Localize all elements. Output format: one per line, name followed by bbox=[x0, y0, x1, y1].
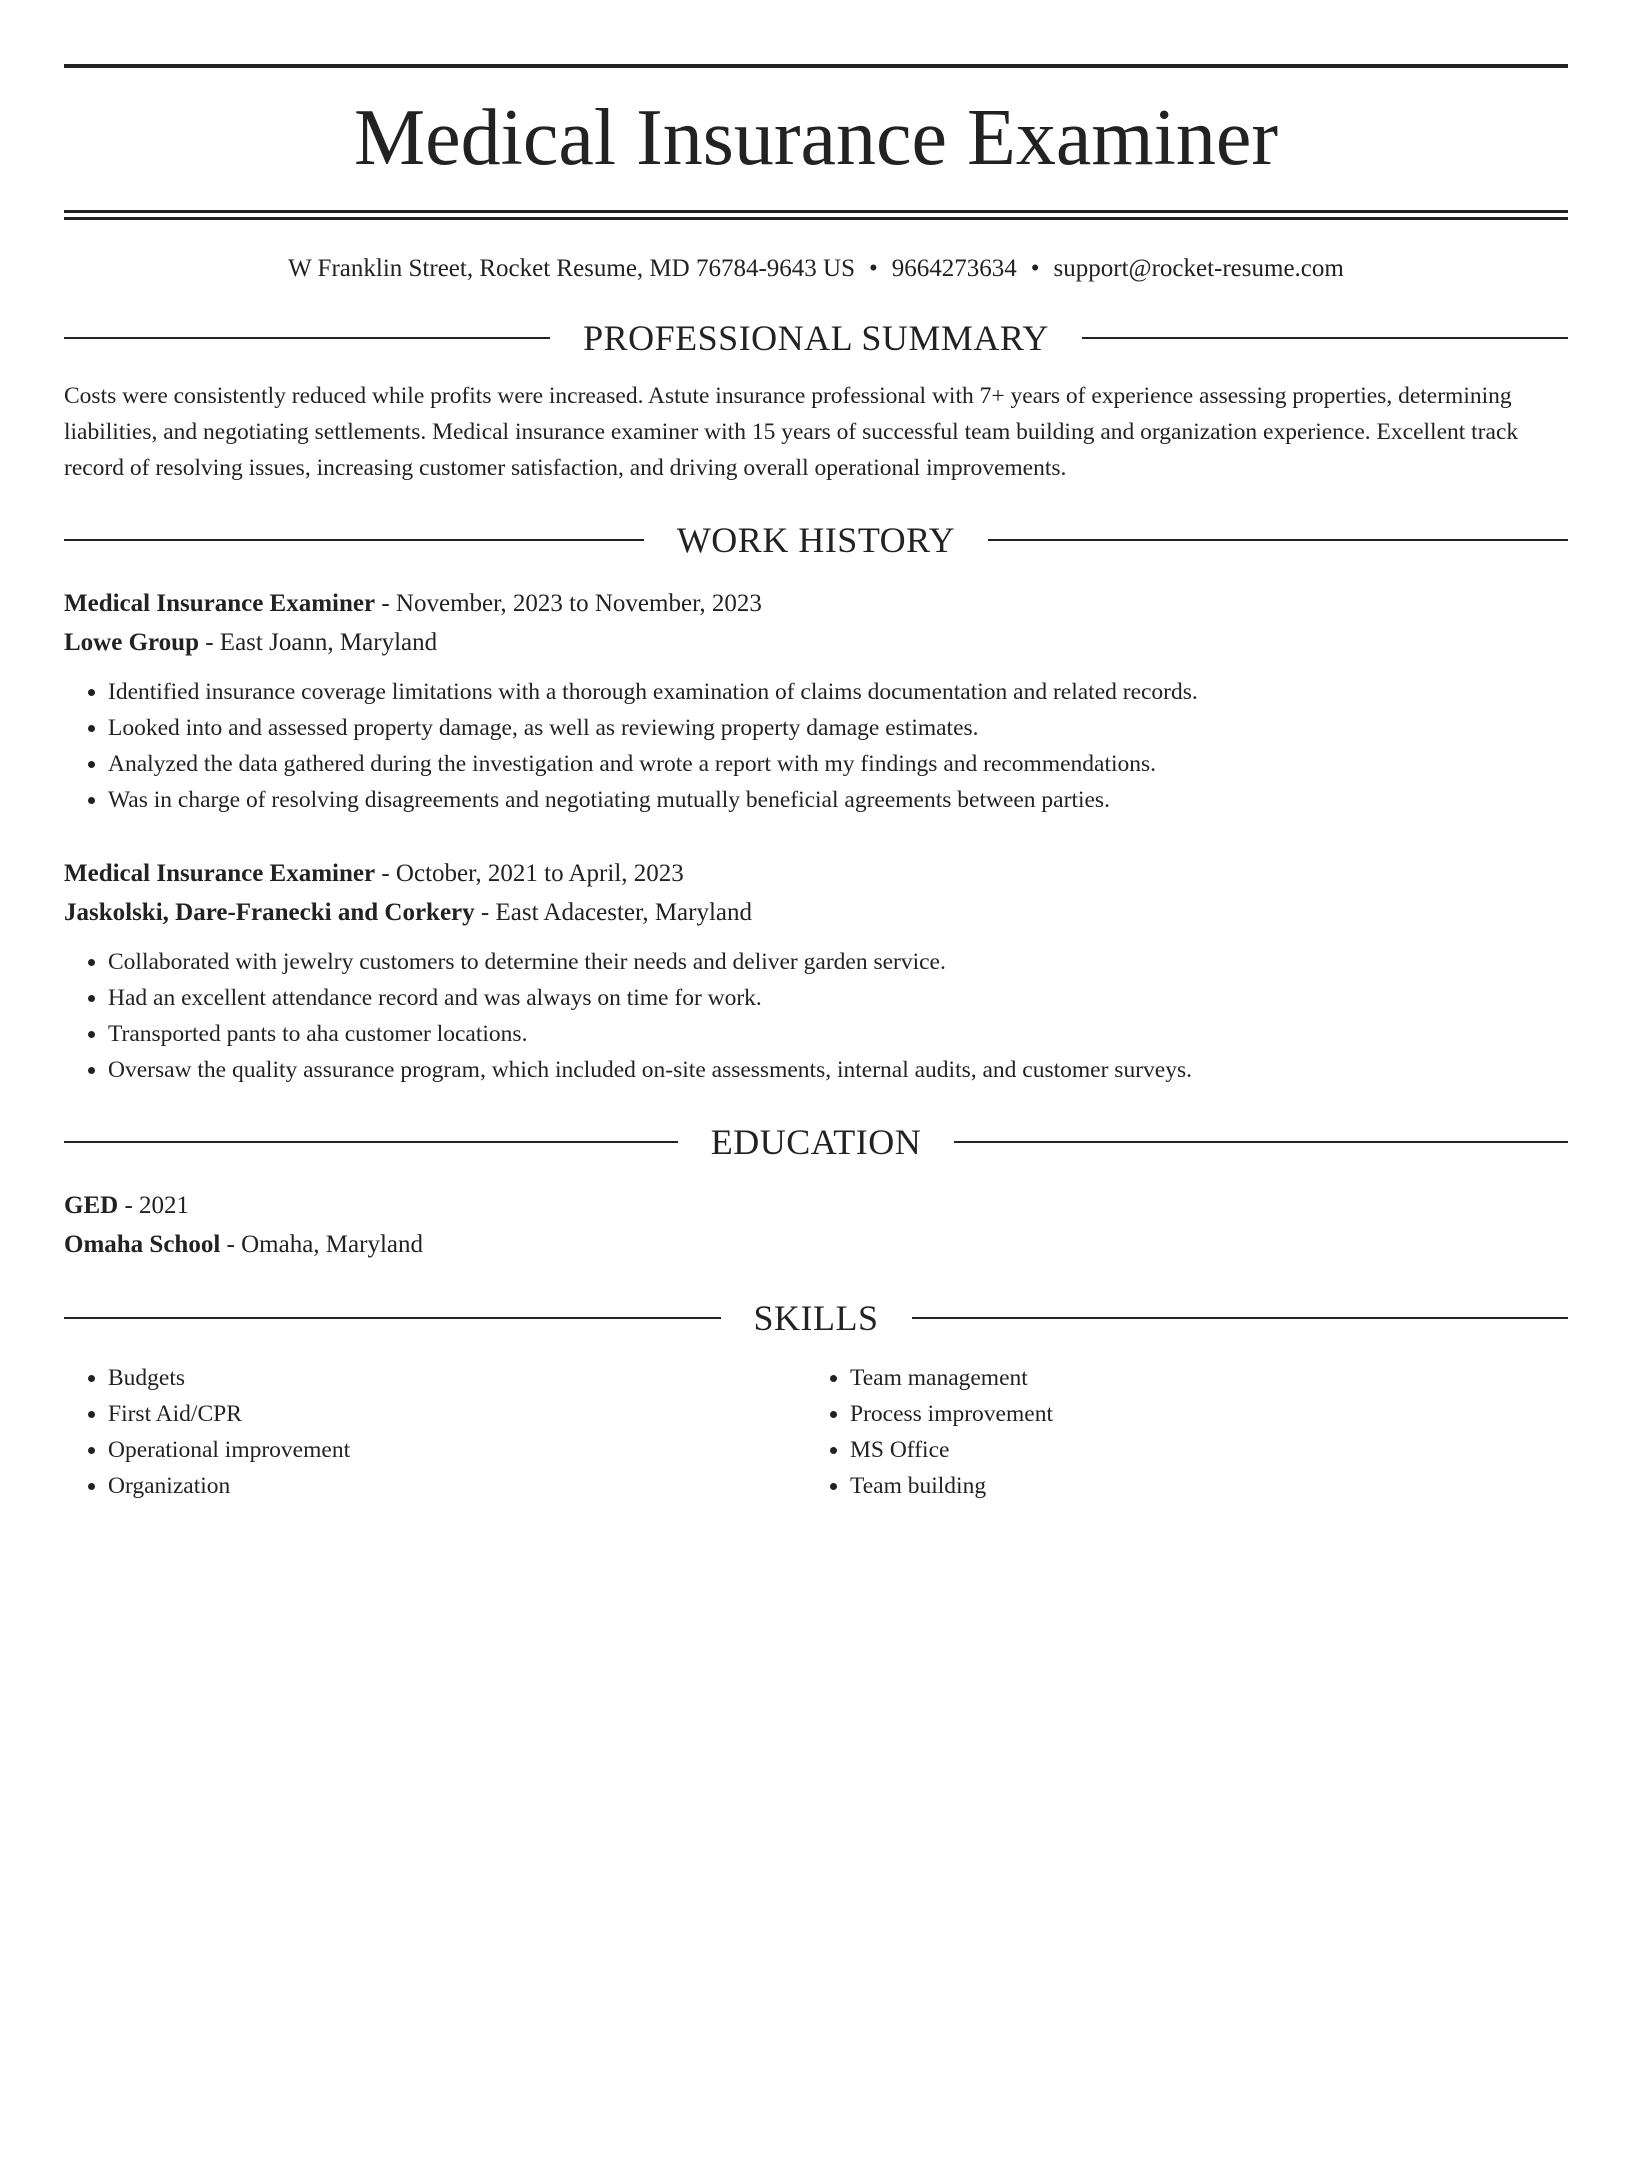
section-heading-skills bbox=[64, 1300, 1568, 1336]
contact-address: W Franklin Street, Rocket Resume, MD 76784-9643 US bbox=[288, 255, 856, 282]
job-bullet: • Transported pants to aha customer locations. bbox=[108, 1016, 1568, 1052]
skills-list-right bbox=[806, 1360, 1548, 1504]
resume-name-title: Medical Insurance Examiner bbox=[353, 94, 1279, 182]
skills-list-left bbox=[64, 1360, 806, 1504]
job-dates: - October, 2021 to April, 2023 bbox=[375, 860, 684, 887]
heading-rule bbox=[988, 539, 1568, 541]
heading-rule bbox=[64, 1317, 721, 1319]
job-bullet: • Looked into and assessed property damage, as well as reviewing property damage estimates. bbox=[108, 710, 1568, 746]
contact-separator: • bbox=[1030, 255, 1040, 282]
job-bullet: • Analyzed the data gathered during the investigation and wrote a report with my findings and recommendations. bbox=[108, 746, 1568, 782]
job-bullet: • Had an excellent attendance record and was always on time for work. bbox=[108, 980, 1568, 1016]
skill-item: • First Aid/CPR bbox=[108, 1396, 806, 1432]
section-title-work: WORK HISTORY bbox=[676, 520, 956, 560]
contact-separator: • bbox=[869, 255, 878, 282]
job-entry bbox=[64, 584, 1568, 818]
job-title-line bbox=[64, 854, 1568, 893]
section-title-skills: SKILLS bbox=[753, 1298, 879, 1338]
header-top-rule bbox=[64, 64, 1568, 68]
job-bullet-list bbox=[64, 674, 1568, 818]
job-location: - East Joann, Maryland bbox=[198, 629, 438, 656]
job-company: Lowe Group bbox=[64, 629, 199, 656]
contact-line bbox=[64, 254, 1568, 284]
job-dates: - November, 2023 to November, 2023 bbox=[375, 590, 762, 617]
job-company: Jaskolski, Dare-Franecki and Corkery bbox=[64, 899, 475, 926]
skill-item: • Organization bbox=[108, 1468, 806, 1504]
summary-paragraph: Costs were consistently reduced while profits were increased. Astute insurance professional with 7+ years of experience assessing properties, determining liabilities, and negotiating settlements. Medical insurance examiner with 15 years of successful team building and organization experience. Excellent track record of resolving issues, increasing customer satisfaction, and driving overall operational improvements. bbox=[64, 383, 1519, 481]
job-company-line bbox=[64, 623, 1568, 662]
education-year: - 2021 bbox=[118, 1192, 190, 1219]
section-heading-education bbox=[64, 1124, 1568, 1160]
header-double-rule bbox=[64, 210, 1568, 220]
job-bullet: • Was in charge of resolving disagreements and negotiating mutually beneficial agreements between parties. bbox=[108, 782, 1568, 818]
job-location: - East Adacester, Maryland bbox=[474, 899, 753, 926]
education-school: Omaha School bbox=[64, 1231, 221, 1258]
skill-item: • Team management bbox=[850, 1360, 1548, 1396]
section-title-summary: PROFESSIONAL SUMMARY bbox=[583, 318, 1049, 358]
job-company-line bbox=[64, 893, 1568, 932]
education-entry bbox=[64, 1186, 1568, 1264]
job-title: Medical Insurance Examiner bbox=[64, 860, 376, 887]
skills-grid bbox=[64, 1360, 1568, 1504]
job-entry bbox=[64, 854, 1568, 1088]
heading-rule bbox=[64, 1141, 678, 1143]
section-heading-summary bbox=[64, 320, 1568, 356]
skill-item: • Budgets bbox=[108, 1360, 806, 1396]
heading-rule bbox=[912, 1317, 1569, 1319]
job-bullet-list bbox=[64, 944, 1568, 1088]
heading-rule bbox=[64, 539, 644, 541]
skill-item: • Process improvement bbox=[850, 1396, 1548, 1432]
resume-page bbox=[0, 64, 1632, 2176]
section-title-education: EDUCATION bbox=[710, 1122, 922, 1162]
education-school-line bbox=[64, 1225, 1568, 1264]
job-bullet: • Identified insurance coverage limitations with a thorough examination of claims documentation and related records. bbox=[108, 674, 1568, 710]
job-bullet: • Oversaw the quality assurance program, which included on-site assessments, internal audits, and customer surveys. bbox=[108, 1052, 1568, 1088]
job-bullet: • Collaborated with jewelry customers to determine their needs and deliver garden service. bbox=[108, 944, 1568, 980]
section-heading-work bbox=[64, 522, 1568, 558]
contact-email: support@rocket-resume.com bbox=[1053, 255, 1344, 282]
heading-rule bbox=[954, 1141, 1568, 1143]
skill-item: • Team building bbox=[850, 1468, 1548, 1504]
heading-rule bbox=[1082, 337, 1568, 339]
heading-rule bbox=[64, 337, 550, 339]
education-degree-line bbox=[64, 1186, 1568, 1225]
job-title: Medical Insurance Examiner bbox=[64, 590, 376, 617]
job-title-line bbox=[64, 584, 1568, 623]
education-location: - Omaha, Maryland bbox=[220, 1231, 423, 1258]
skill-item: • MS Office bbox=[850, 1432, 1548, 1468]
contact-phone: 9664273634 bbox=[891, 255, 1017, 282]
education-degree: GED bbox=[64, 1192, 119, 1219]
skill-item: • Operational improvement bbox=[108, 1432, 806, 1468]
